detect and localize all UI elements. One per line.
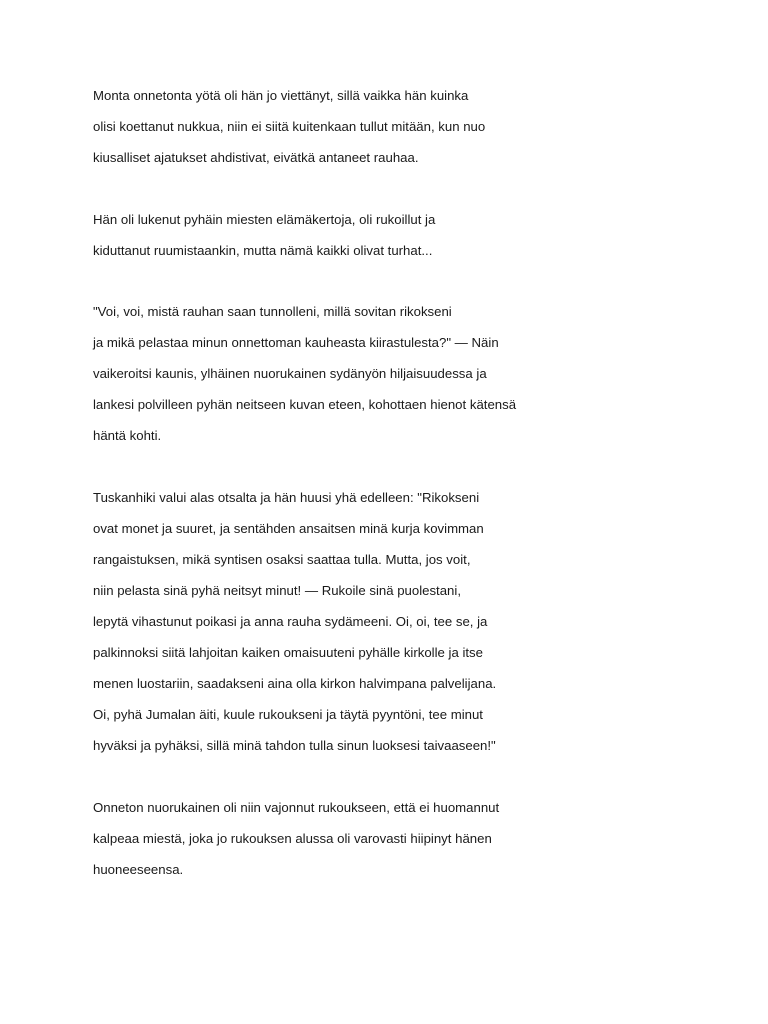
- text-line: kiusalliset ajatukset ahdistivat, eivätkä antaneet rauhaa.: [93, 150, 419, 165]
- paragraph-2: [93, 204, 693, 266]
- text-line: rangaistuksen, mikä syntisen osaksi saattaa tulla. Mutta, jos voit,: [93, 552, 471, 567]
- paragraph-1: [93, 80, 693, 173]
- text-line: Tuskanhiki valui alas otsalta ja hän huusi yhä edelleen: "Rikokseni: [93, 490, 480, 505]
- text-line: Oi, pyhä Jumalan äiti, kuule rukoukseni ja täytä pyyntöni, tee minut: [93, 707, 483, 722]
- text-line: menen luostariin, saadakseni aina olla kirkon halvimpana palvelijana.: [93, 676, 497, 691]
- text-line: kalpeaa miestä, joka jo rukouksen alussa oli varovasti hiipinyt hänen: [93, 831, 492, 846]
- text-line: Monta onnetonta yötä oli hän jo viettänyt, sillä vaikka hän kuinka: [93, 88, 469, 103]
- paragraph-4: [93, 482, 693, 761]
- paragraph-5: [93, 792, 693, 885]
- text-line: vaikeroitsi kaunis, ylhäinen nuorukainen sydänyön hiljaisuudessa ja: [93, 366, 487, 381]
- text-line: kiduttanut ruumistaankin, mutta nämä kaikki olivat turhat...: [93, 243, 433, 258]
- text-line: huoneeseensa.: [93, 862, 184, 877]
- text-line: ovat monet ja suuret, ja sentähden ansaitsen minä kurja kovimman: [93, 521, 484, 536]
- text-line: olisi koettanut nukkua, niin ei siitä kuitenkaan tullut mitään, kun nuo: [93, 119, 486, 134]
- text-line: niin pelasta sinä pyhä neitsyt minut! — Rukoile sinä puolestani,: [93, 583, 461, 598]
- text-line: Hän oli lukenut pyhäin miesten elämäkertoja, oli rukoillut ja: [93, 212, 436, 227]
- text-line: "Voi, voi, mistä rauhan saan tunnolleni, millä sovitan rikokseni: [93, 304, 452, 319]
- text-line: lepytä vihastunut poikasi ja anna rauha sydämeeni. Oi, oi, tee se, ja: [93, 614, 488, 629]
- text-line: hyväksi ja pyhäksi, sillä minä tahdon tulla sinun luoksesi taivaaseen!": [93, 738, 496, 753]
- text-line: Onneton nuorukainen oli niin vajonnut rukoukseen, että ei huomannut: [93, 800, 500, 815]
- paragraph-3: [93, 296, 693, 451]
- text-line: ja mikä pelastaa minun onnettoman kauheasta kiirastulesta?" — Näin: [93, 335, 499, 350]
- text-line: häntä kohti.: [93, 428, 162, 443]
- text-line: palkinnoksi siitä lahjoitan kaiken omaisuuteni pyhälle kirkolle ja itse: [93, 645, 483, 660]
- text-line: lankesi polvilleen pyhän neitseen kuvan eteen, kohottaen hienot kätensä: [93, 397, 517, 412]
